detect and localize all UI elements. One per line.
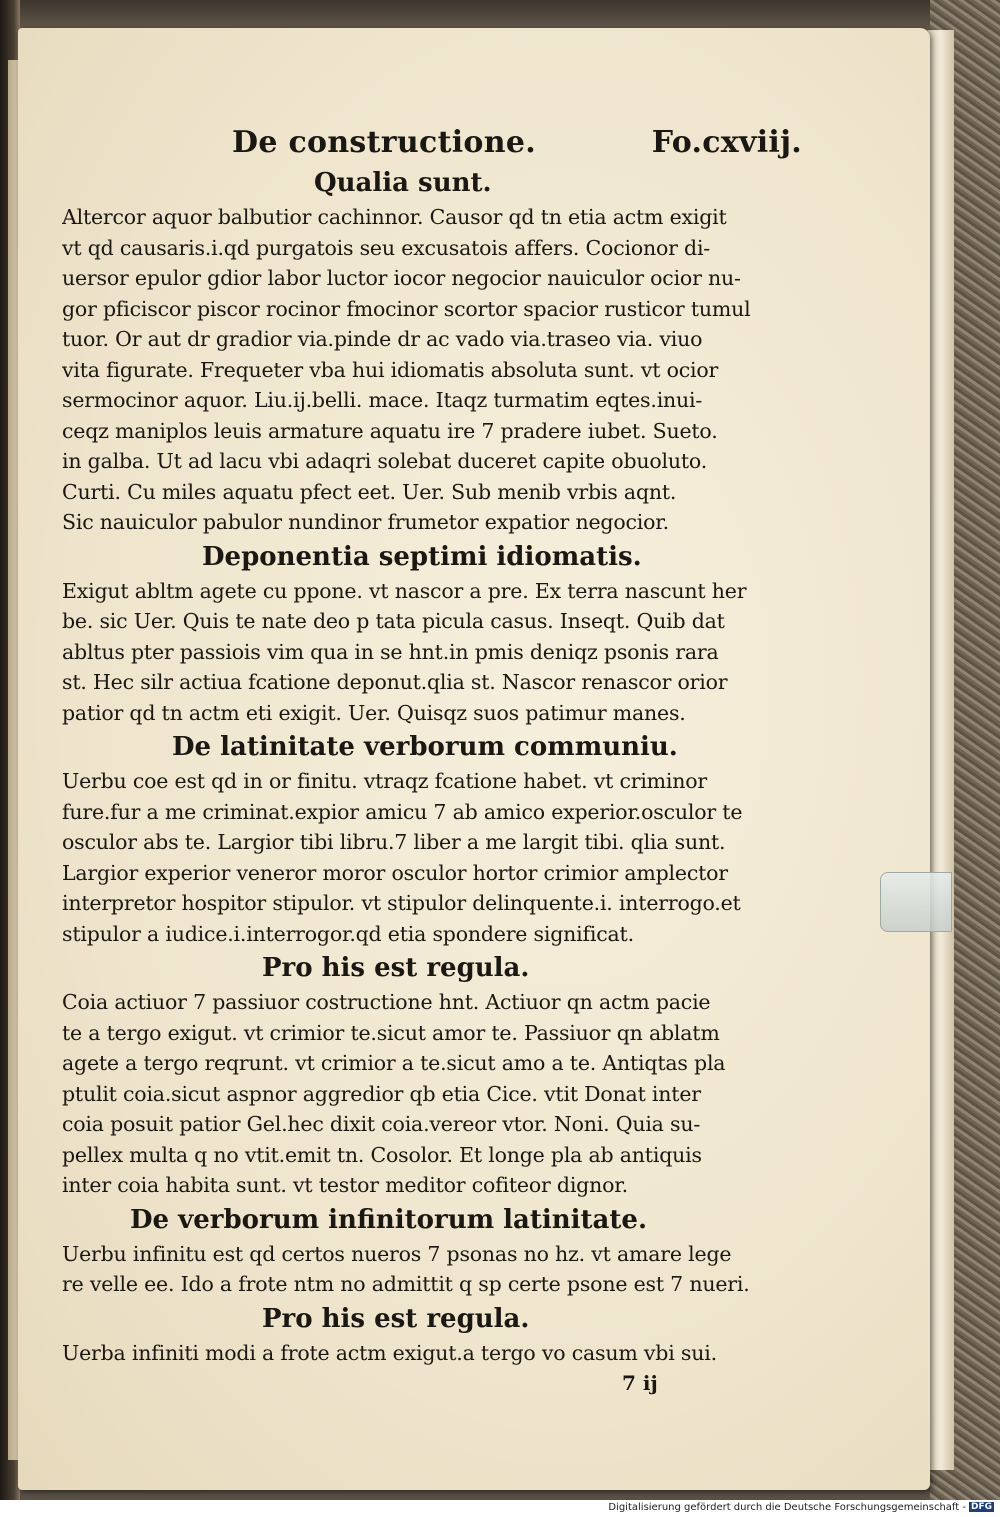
section-body [62,987,802,1201]
section-body [62,1338,802,1369]
text-line: Sic nauiculor pabulor nundinor frumetor expatior negocior. [62,510,669,534]
text-line: re velle ee. Ido a frote ntm no admittit q sp certe psone est 7 nueri. [62,1272,750,1296]
section-heading: Pro his est regula. [262,1303,530,1334]
text-line: ceqz maniplos leuis armature aquatu ire 7 pradere iubet. Sueto. [62,418,718,443]
page-stack-edge [927,30,954,1470]
section-heading: Deponentia septimi idiomatis. [202,541,642,572]
text-line: tuor. Or aut dr gradior via.pinde dr ac vado via.traseo via. viuo [62,327,703,351]
section [62,949,802,987]
text-line: Uerba infiniti modi a frote actm exigut.a tergo vo casum vbi sui. [62,1340,717,1365]
section-heading: De latinitate verborum communiu. [172,732,678,762]
section [62,1300,802,1338]
text-line: stipulor a iudice.i.interrogor.qd etia spondere significat. [62,921,634,946]
text-line: Uerbu coe est qd in or finitu. vtraqz fcatione habet. vt criminor [62,769,708,793]
text-line: Uerbu infinitu est qd certos nueros 7 psonas no hz. vt amare lege [62,1241,732,1266]
text-line: interpretor hospitor stipulor. vt stipulor delinquente.i. interrogo.et [62,891,741,915]
section [62,1201,802,1239]
footer-bar [0,1500,1000,1517]
text-line: vita figurate. Frequeter vba hui idiomatis absoluta sunt. vt ocior [62,357,719,382]
text-line: abltus pter passiois vim qua in se hnt.in pmis deniqz psonis rara [62,639,719,664]
text-line: sermocinor aquor. Liu.ij.belli. mace. Itaqz turmatim eqtes.inui- [62,388,703,412]
text-line: Altercor aquor balbutior cachinnor. Causor qd tn etia actm exigit [62,205,727,229]
running-head [62,122,802,164]
section-body [62,576,802,729]
text-line: uersor epulor gdior labor luctor iocor negocior nauiculor ocior nu- [62,266,741,290]
section [62,164,802,202]
page-text [62,122,802,1398]
text-line: Exigut abltm agete cu ppone. vt nascor a pre. Ex terra nascunt her [62,578,747,603]
page-clip [880,872,952,932]
text-line: vt qd causaris.i.qd purgatois seu excusatois affers. Cocionor di- [62,235,711,260]
running-head-title: De constructione. [232,125,536,160]
section-heading: Qualia sunt. [314,168,492,198]
section-body [62,1239,802,1300]
text-line: be. sic Uer. Quis te nate deo p tata picula casus. Inseqt. Quib dat [62,609,725,633]
section-body [62,202,802,538]
section-heading: Pro his est regula. [262,953,530,983]
text-line: fure.fur a me criminat.expior amicu 7 ab amico experior.osculor te [62,799,743,824]
text-line: gor pficiscor piscor rocinor fmocinor scortor spacior rusticor tumul [62,296,751,321]
section [62,538,802,576]
text-line: patior qd tn actm eti exigit. Uer. Quisqz suos patimur manes. [62,700,686,725]
text-line: pellex multa q no vtit.emit tn. Cosolor. Et longe pla ab antiquis [62,1142,702,1167]
text-line: ptulit coia.sicut aspnor aggredior qb etia Cice. vtit Donat inter [62,1081,701,1106]
section-heading: De verborum infinitorum latinitate. [130,1204,648,1235]
funding-notice: Digitalisierung gefördert durch die Deutsche Forschungsgemeinschaft - [608,1502,966,1513]
text-line: in galba. Ut ad lacu vbi adaqri solebat duceret capite obuoluto. [62,449,708,473]
folio-number: Fo.cxviij. [651,125,802,160]
section [62,728,802,766]
text-line: Coia actiuor 7 passiuor costructione hnt. Actiuor qn actm pacie [62,990,711,1014]
text-line: agete a tergo reqrunt. vt crimior a te.sicut amo a te. Antiqtas pla [62,1051,726,1075]
text-line: coia posuit patior Gel.hec dixit coia.vereor vtor. Noni. Quia su- [62,1112,701,1136]
text-line: Curti. Cu miles aquatu pfect eet. Uer. Sub menib vrbis aqnt. [62,479,677,504]
text-line: inter coia habita sunt. vt testor meditor cofiteor dignor. [62,1173,628,1197]
signature-mark: 7 ij [622,1371,658,1395]
dfg-logo: DFG [970,1502,992,1512]
text-line: te a tergo exigut. vt crimior te.sicut amor te. Passiuor qn ablatm [62,1020,720,1045]
section-body [62,766,802,949]
text-line: osculor abs te. Largior tibi libru.7 liber a me largit tibi. qlia sunt. [62,830,726,854]
text-line: Largior experior veneror moror osculor hortor crimior amplector [62,860,728,885]
text-line: st. Hec silr actiua fcatione deponut.qlia st. Nascor renascor orior [62,670,728,694]
